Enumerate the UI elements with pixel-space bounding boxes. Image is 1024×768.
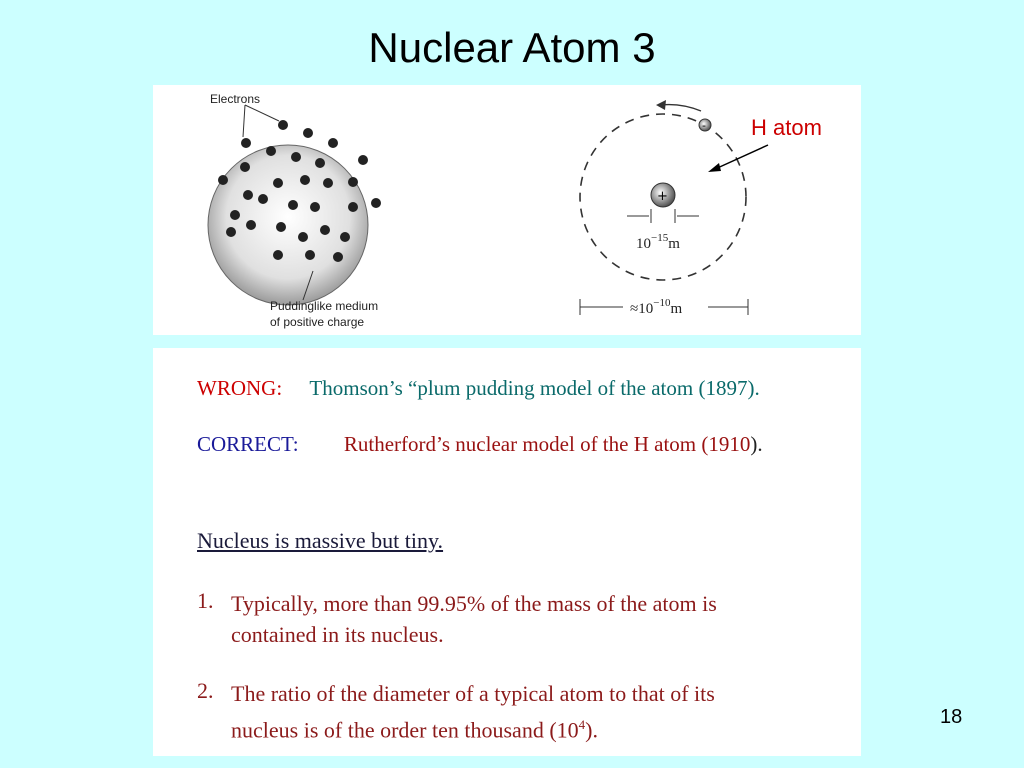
correct-label: CORRECT: xyxy=(197,432,299,456)
pudding-sphere xyxy=(208,145,368,305)
medium-label-line1: Puddinglike medium xyxy=(270,299,379,313)
atom-size-label: $\approx 10^{-10}m$ xyxy=(630,297,683,317)
item-2-line-2: nucleus is of the order ten thousand $(10^4)$. xyxy=(231,717,598,743)
correct-line xyxy=(197,432,763,457)
item-1-line-2: contained in its nucleus. xyxy=(231,622,444,647)
correct-tail: ). xyxy=(750,432,763,456)
wrong-text: Thomson’s “plum pudding model of the atom (1897). xyxy=(309,376,760,400)
nucleus-symbol: + xyxy=(657,189,668,204)
correct-text: Rutherford’s nuclear model of the H atom (1910 xyxy=(343,432,751,456)
orbit-arrowhead xyxy=(656,100,666,110)
h-atom-label: H atom xyxy=(751,115,822,140)
section-heading: Nucleus is massive but tiny. xyxy=(197,528,444,553)
nucleus-size-label: $10^{-15}m$ xyxy=(636,232,680,252)
label-pointer xyxy=(713,145,768,170)
diagram-panel xyxy=(153,85,861,335)
slide-title: Nuclear Atom 3 xyxy=(368,24,656,71)
medium-label-line2: of positive charge xyxy=(270,315,365,329)
item-1-line-1: Typically, more than 99.95% of the mass of the atom is xyxy=(231,591,717,616)
electrons-label: Electrons xyxy=(210,92,261,106)
wrong-line xyxy=(197,376,760,401)
item-1-number: 1. xyxy=(197,588,214,613)
wrong-label: WRONG: xyxy=(197,376,283,400)
h-atom-diagram xyxy=(580,100,768,317)
electron-symbol: - xyxy=(702,119,706,132)
text-panel xyxy=(153,348,861,756)
item-2-number: 2. xyxy=(197,678,214,703)
page-number: 18 xyxy=(940,706,963,728)
plum-pudding-diagram xyxy=(208,92,381,329)
item-2-line-1: The ratio of the diameter of a typical atom to that of its xyxy=(231,681,715,706)
